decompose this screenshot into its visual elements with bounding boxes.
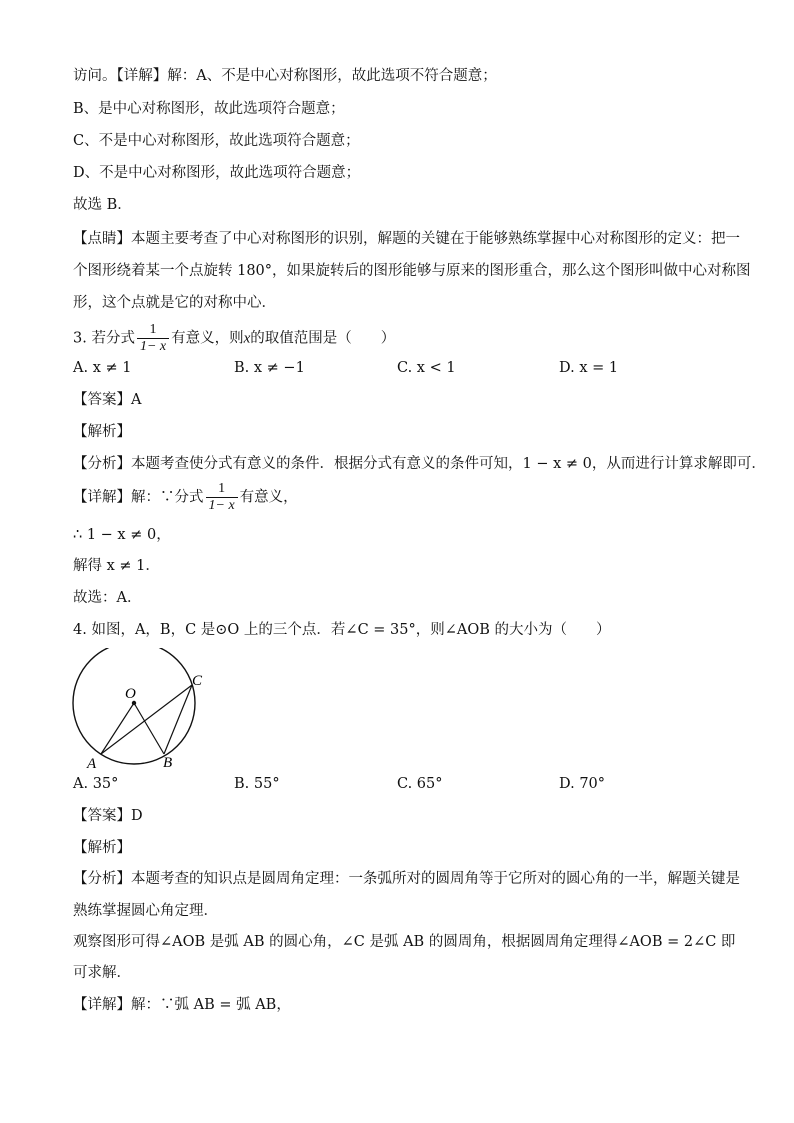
step-line: ∴ 1 − x ≠ 0， bbox=[73, 527, 171, 543]
answer: 【答案】A bbox=[73, 392, 142, 408]
text-line: 个图形绕着某一个点旋转 180°，如果旋转后的图形能够与原来的图形重合，那么这个图形叫做中心对称图 bbox=[73, 263, 751, 279]
detail-line: 【详解】解：∵弧 AB = 弧 AB， bbox=[73, 997, 291, 1013]
label-a: A bbox=[87, 756, 97, 772]
option-d: D. 70° bbox=[559, 776, 606, 792]
analysis-text: 【分析】本题考查使分式有意义的条件．根据分式有意义的条件可知，1 − x ≠ 0，从而进行计算求解即可． bbox=[73, 456, 766, 472]
text-line: D、不是中心对称图形，故此选项符合题意； bbox=[73, 165, 361, 181]
text-line: B、是中心对称图形，故此选项符合题意； bbox=[73, 101, 345, 117]
text-line: C、不是中心对称图形，故此选项符合题意； bbox=[73, 133, 360, 149]
option-d: D. x = 1 bbox=[559, 360, 619, 376]
detail-line: 【详解】解：∵分式 $\frac{1}{1- x}$ 有意义， bbox=[73, 481, 298, 513]
analysis-head: 【解析】 bbox=[73, 840, 131, 856]
option-b: B. x ≠ −1 bbox=[234, 360, 305, 376]
analysis-head: 【解析】 bbox=[73, 424, 131, 440]
analysis-text: 【分析】本题考查的知识点是圆周角定理：一条弧所对的圆周角等于它所对的圆心角的一半，解题关键是 bbox=[73, 871, 740, 887]
option-a: A. x ≠ 1 bbox=[73, 360, 132, 376]
text-line: 故选 B． bbox=[73, 197, 132, 213]
option-c: C. 65° bbox=[397, 776, 443, 792]
question-3-stem: 3. 若分式 $\frac{1}{1- x}$ 有意义，则x的取值范围是（ ） bbox=[73, 322, 396, 354]
text-line: 访问。【详解】解：A、不是中心对称图形，故此选项不符合题意； bbox=[73, 68, 497, 84]
fraction: $\frac{1}{1- x}$ bbox=[206, 481, 238, 514]
answer: 【答案】D bbox=[73, 808, 143, 824]
step-line: 解得 x ≠ 1． bbox=[73, 558, 160, 574]
option-c: C. x < 1 bbox=[397, 360, 456, 376]
question-4-stem: 4. 如图，A，B，C 是⊙O 上的三个点．若∠C = 35°，则∠AOB 的大小为（ ） bbox=[73, 622, 611, 638]
analysis-text: 可求解． bbox=[73, 965, 131, 981]
segment-ob bbox=[134, 703, 164, 754]
text-line: 【点睛】本题主要考查了中心对称图形的识别，解题的关键在于能够熟练掌握中心对称图形的定义：把一 bbox=[73, 231, 740, 247]
choose-line: 故选：A． bbox=[73, 590, 142, 606]
circle-diagram bbox=[70, 648, 220, 773]
fraction: $\frac{1}{1- x}$ bbox=[137, 322, 169, 355]
analysis-text: 熟练掌握圆心角定理． bbox=[73, 903, 218, 919]
option-b: B. 55° bbox=[234, 776, 280, 792]
text-line: 形，这个点就是它的对称中心． bbox=[73, 295, 276, 311]
label-o: O bbox=[125, 686, 136, 702]
analysis-text: 观察图形可得∠AOB 是弧 AB 的圆心角，∠C 是弧 AB 的圆周角，根据圆周角定理得∠AOB = 2∠C 即 bbox=[73, 934, 736, 950]
label-c: C bbox=[192, 673, 203, 689]
option-a: A. 35° bbox=[73, 776, 119, 792]
label-b: B bbox=[163, 755, 173, 771]
circle-o bbox=[73, 648, 195, 764]
segment-oa bbox=[101, 703, 134, 754]
